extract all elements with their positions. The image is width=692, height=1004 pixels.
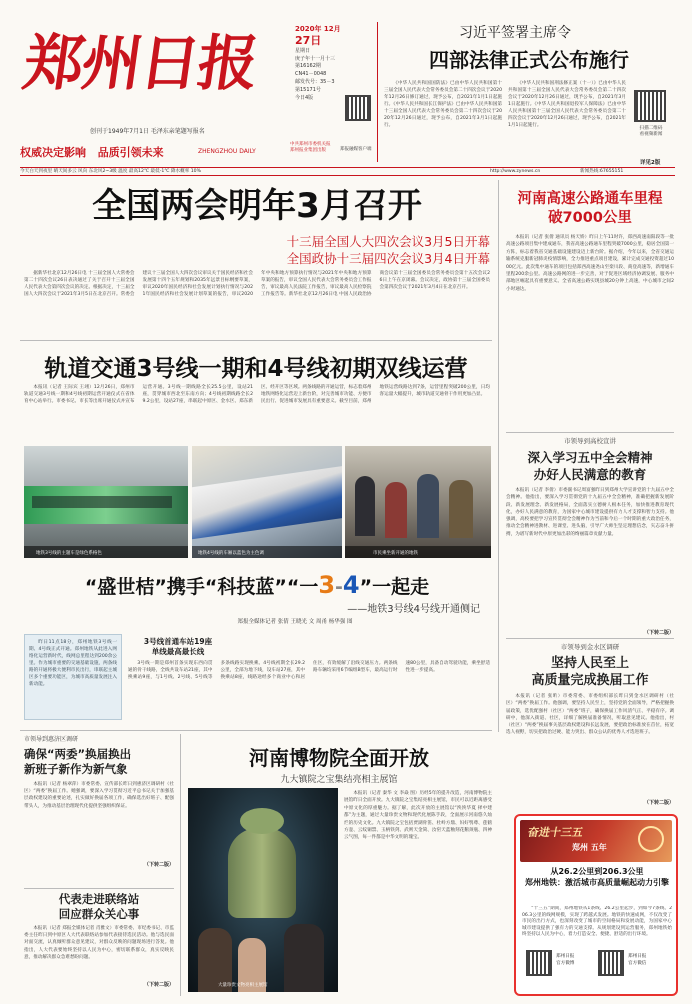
- promo-banner: [520, 820, 672, 862]
- masthead-title: 郑州日报: [19, 29, 261, 99]
- promo-brand-sub: 郑州 五年: [572, 843, 607, 852]
- web-link[interactable]: http://www.zynews.cn: [490, 169, 541, 174]
- lead-col-1: 《中华人民共和国国防法》已由中华人民共和国第十三届全国人民代表大会常务委员会第二十四次会议于2020年12月26日修订通过，现予公布，自2021年1月1日起施行。《中华人民共和国长江保护法》已由中华人民共和国第十三届全国人民代表大会常务委员会第二十四次会议于2020年12月26日通过，现予公布，自2021年3月1日起施行。: [384, 81, 502, 128]
- party-body: 本报讯（记者 李倩）市委副书记周富强昨日到郑州大学宣讲党的十九届五中全会精神。他指出，要深入学习贯彻党的十九届五中全会精神，准确把握新发展阶段、新发展理念、新发展格局，全面落实立德树人根本任务，加快推进教育现代化，办好人民满意的教育，为国家中心城市建设提供有力人才支撑和智力支持。他强调，高校要把学习宣传贯彻全会精神作为当前和今后一个时期的重大政治任务，推动全会精神进教材、进课堂、进头脑，引导广大师生坚定理想信念，矢志奋斗拼搏，为谱写新时代中原更加出彩的绚丽篇章贡献力量。: [506, 488, 674, 537]
- metro-headline: 轨道交通3号线一期和4号线初期双线运营: [44, 356, 468, 382]
- date-issue: 第16162期: [295, 63, 321, 70]
- shengshi-sub: ——地铁3号线4号线开通侧记: [347, 604, 480, 615]
- metro-photo-passengers: [345, 446, 491, 558]
- village-more: （下转二版）: [643, 800, 674, 806]
- slogan-2: 品质引领未来: [97, 146, 164, 159]
- date-pages: 今日4版: [295, 94, 314, 101]
- masthead-qr-caption: 郑报融媒客户端: [340, 147, 372, 152]
- highway-story: [506, 190, 674, 430]
- promo-qr-wechat-caption: 郑州日报 官方微信: [628, 954, 647, 966]
- promo-body: “十三五”期间，郑州地铁从1条线、26.2公里起步，到如今7条线、206.3公里的线网规模，实现了跨越式发展。地铁的快速成网，不仅改变了市民的出行方式，也深刻改变了城市的空间格局和发展动能，为国家中心城市建设提供了强有力的交通支撑。从规划建设到运营服务，郑州地铁始终坚持以人民为中心，着力打造安全、便捷、舒适的出行环境。: [522, 906, 672, 937]
- lead-qr-code: [634, 90, 666, 122]
- highway-headline: 河南高速公路通车里程破7000公里: [517, 191, 663, 226]
- shengshi-num-4: 4: [342, 571, 360, 599]
- metro-photo-blue-train: [192, 446, 342, 558]
- museum-photo: [188, 788, 338, 992]
- lead-kicker: 习近平签署主席令: [459, 25, 571, 41]
- npc-body: 据新华社北京12月26日电 十三届全国人大常委会第二十四次会议26日表决通过了关于召开十三届全国人民代表大会第四次会议的决定。根据决定，十三届全国人大四次会议于2021年3月5日在北京召开。常委会建议十三届全国人大四次会议审议关于国民经济和社会发展第十四个五年规划和2035年远景目标纲要草案，审议2020年国民经济和社会发展计划执行情况与2021年国民经济和社会发展计划草案的报告，审议2020年中央和地方预算执行情况与2021年中央和地方预算草案的报告，审议全国人民代表大会常务委员会工作报告，审议最高人民法院工作报告，审议最高人民检察院工作报告等。新华社北京12月26日电 中国人民政治协商会议第十三届全国委员会常务委员会第十五次会议26日上午在京闭幕。会议决定，政协第十三届全国委员会第四次会议于2021年3月4日在北京召开。: [24, 271, 490, 297]
- village-tag: 市领导到金水区调研: [560, 643, 620, 651]
- village-headline: 坚持人民至上 高质量完成换届工作: [531, 656, 649, 688]
- npc-headline: 全国两会明年3月召开: [92, 186, 422, 226]
- date-cn: CN41－0048: [295, 71, 327, 78]
- date-block: [295, 26, 345, 136]
- metro-body: 本报讯（记者 王际宾 王翊）12月26日，郑州市轨道交通3号线一期和4号线初期运营开通仪式在省体育中心站举行。市委书记、市长等出席开通仪式并宣布运营开通。3号线一期线路全长25.5公里，设站21座，贯穿城市西北至东南方向；4号线初期线路全长29.2公里，设站27座，串联起中原区、金水区、郑东新区、经开区等区域。两条线路的开通运营，标志着郑州地铁网络化运营迈上新台阶，对完善城市功能、方便市民出行、促进城市发展具有重要意义。截至目前，郑州地铁运营线路达到7条，运营里程突破200公里，日均客运量大幅提升，城市轨道交通骨干作用更加凸显。: [24, 385, 490, 404]
- date-post: 邮发代号：35－3: [295, 78, 335, 85]
- npc-sub-1: 十三届全国人大四次会议3月5日开幕: [286, 234, 490, 249]
- shengshi-headline-part2: ”一起走: [359, 576, 430, 598]
- museum-caption: 大量珍贵文物亮相主展馆: [218, 983, 268, 988]
- party-story: [506, 436, 674, 636]
- promo-qr-wechat: [598, 950, 624, 976]
- date-day: 27日: [295, 33, 322, 47]
- party-tag: 市领导到高校宣讲: [564, 437, 616, 445]
- date-year-month: 2020年 12月: [295, 25, 341, 33]
- museum-sub: 九大镇院之宝集结亮相主展馆: [280, 775, 398, 785]
- shengshi-byline: 郑报全媒体记者 张倩 王晓光 文 周甬 杨华强 图: [237, 619, 353, 625]
- lead-story: [384, 22, 674, 167]
- deputy-body: 本报讯（记者 郑报全媒体记者 肖雅文）市委常委、市纪委书记、市监委主任昨日到中原区人大代表联络站参加代表接待选民活动。他与选民面对面交流，认真倾听群众意见建议，对群众反映的问题现场进行答复。他指出，人大代表要始终坚持以人民为中心，密切联系群众，真实反映民意，推动解决群众急难愁盼问题。: [24, 926, 174, 960]
- hotline: 新闻热线:67655151: [580, 169, 624, 174]
- party-more: （下转二版）: [643, 630, 674, 636]
- promo-headline: 从26.2公里到206.3公里 郑州地铁：激活城市高质量崛起动力引擎: [525, 867, 669, 887]
- lead-col-2: 《中华人民共和国刑法修正案（十一）》已由中华人民共和国第十三届全国人民代表大会常务委员会第二十四次会议于2020年12月26日通过，现予公布，自2021年3月1日起施行。《中华人民共和国退役军人保障法》已由中华人民共和国第十三届全国人民代表大会常务委员会第二十四次会议于2020年12月26日通过，现予公布，自2021年1月1日起施行。: [508, 81, 626, 128]
- promo-qr-weibo: [526, 950, 552, 976]
- weihui-tag: 市领导到惠济区调研: [24, 736, 79, 743]
- weather-bar: [20, 167, 675, 176]
- lead-jump: 详见2版: [640, 160, 661, 166]
- promo-qr-weibo-caption: 郑州日报 官方微博: [556, 954, 575, 966]
- metro-caption-3: 市民乘坐新开通的地铁: [373, 551, 418, 556]
- highway-body: 本报讯（记者 张倩 通讯员 杨天娇）昨日上午11时许，郑西高速南阳段等一批高速公路项目集中建成通车，我省高速公路通车里程突破7000公里，稳居全国第一方阵，标志着我省交通基础设施建设迈上新台阶。据介绍，今年以来，全省交通运输系统克服新冠肺炎疫情影响，全力推进重点项目建设，累计完成交通投资超过1000亿元。此次集中通车的项目包括郑西高速尧山至栾川段、商登高速等，新增通车里程200余公里。高速公路网的进一步完善，对于促进区域经济协调发展、服务中部地区崛起具有重要意义。全省高速公路实现县城20分钟上高速，中心城市之间2小时通达。: [506, 235, 674, 292]
- lead-qr-caption: 扫描二维码 看视频新闻: [639, 126, 663, 137]
- npc-sub-2: 全国政协十三届四次会议3月4日开幕: [286, 251, 490, 266]
- date-lunar: 庚子年十一月十三: [295, 55, 336, 62]
- metro-photo-green-train: [24, 446, 188, 558]
- weihui-body: 本报讯（记者 杨翠萍）市委常委、宣传部长昨日到惠济区调研村（社区）“两委”换届工作。她强调，要深入学习贯彻习近平总书记关于加强基层政权建设的重要论述，扎实做好换届各项工作，确保选出好班子、配强带头人，为推动基层治理现代化提供坚强组织保证。: [24, 782, 174, 809]
- shengshi-headline-part1: “盛世桔”携手“科技蓝”: [84, 576, 287, 598]
- weihui-story: [24, 734, 174, 884]
- weather-text: 今天白天到夜里 晴天间多云 风向 东北风2~3级 温度 最高12℃ 最低-1℃ 降水概率 10%: [20, 169, 201, 174]
- metro-caption-1: 地铁3号线的主题车是绿色系格色: [36, 551, 102, 556]
- weihui-more: （下转二版）: [143, 862, 174, 868]
- deputy-more: （下转二版）: [143, 982, 174, 988]
- publisher: 中共郑州市委机关报 郑州报业集团出版: [290, 142, 331, 153]
- museum-headline: 河南博物院全面开放: [249, 746, 429, 770]
- english-name: ZHENGZHOU DAILY: [198, 148, 256, 155]
- shengshi-box: [24, 634, 122, 720]
- promo-brand: 奋进十三五: [526, 826, 585, 839]
- date-total: 第15171号: [295, 86, 321, 93]
- shengshi-headline: “盛世桔”携手“科技蓝”“一3-4”一起走: [84, 571, 430, 599]
- shengshi-sub-head: 3号线首通车站19座 单线最高最长线: [143, 637, 213, 656]
- shengshi-headline-mid: “一: [286, 576, 319, 598]
- date-weekday: 星期日: [295, 47, 311, 54]
- village-story: [506, 642, 674, 814]
- weihui-headline: 确保“两委”换届换出 新班子新作为新气象: [24, 747, 132, 776]
- founded-line: 创刊于1949年7月1日 毛泽东亲笔题写报名: [90, 128, 205, 135]
- shengshi-num-3: 3: [318, 571, 336, 599]
- museum-body: 本报讯（记者 秦华 文 李焱 图）历经5年的提升改造，河南博物院主展馆昨日全面开放。九大镇院之宝集结亮相主展馆，市民可以近距离感受中原文化的厚重魅力。据了解，此次开放的主展馆以“泱泱华夏 择中建都”为主题，通过大量珍贵文物和现代化展陈手段，全面展示河南悠久灿烂的历史文化。九大镇院之宝包括贾湖骨笛、杜岭方鼎、妇好鸮尊、莲鹤方壶、云纹铜禁、玉柄铁剑、武则天金简、汝窑天蓝釉刻花鹅颈瓶、四神云气图，每一件都是中华文明的瑰宝。: [344, 791, 492, 841]
- shengshi-body: 昨日11点18分，郑州地铁3号线一期、4号线正式开通。郑州地铁从此进入网络化运营新时代，线网总里程达到200余公里。作为城市重要的交通基础设施，两条线路的开通将极大便利市民出行，串联起主城区多个重要功能区，为城市高质量发展注入新动能。: [29, 640, 117, 687]
- masthead-qr-code: [345, 95, 371, 121]
- promo-box[interactable]: [514, 814, 678, 996]
- shengshi-body-2: 3号线一期是郑州首条实现东西向贯通的骨干线路，全线共设车站21座，其中换乘站9座，与1号线、2号线、5号线等多条线路实现换乘。4号线初期全长29.2公里，全部为地下线，设车站27座，其中换乘站8座，线路途经多个商业中心和居住区，有效缓解了沿线交通压力。两条线路车辆均采用6节编组B型车，最高运行时速80公里，具备自动驾驶功能，乘坐舒适性进一步提高。: [128, 661, 490, 680]
- deputy-headline: 代表走进联络站 回应群众关心事: [58, 892, 140, 921]
- party-headline: 深入学习五中全会精神 办好人民满意的教育: [527, 450, 653, 482]
- village-body: 本报讯（记者 张昕）市委常委、市委组织部长昨日到金水区调研村（社区）“两委”换届工作。他强调，要坚持人民至上，坚持党的全面领导，严格把握换届政策，选优配强村（社区）“两委”班子，确保换届工作风清气正、平稳有序。调研中，他深入街道、社区，详细了解换届准备情况，听取意见建议。他指出，村（社区）“两委”换届事关基层政权建设和长远发展，要把政治标准放在首位，拓宽选人视野，切实把政治过硬、能力突出、群众公认的优秀人才选进班子。: [506, 694, 674, 736]
- deputy-story: [24, 892, 174, 992]
- masthead: [20, 14, 270, 164]
- slogan-1: 权威决定影响: [20, 146, 86, 159]
- metro-caption-2: 地铁4号线的车厢以蓝色为主色调: [198, 551, 264, 556]
- lead-headline: 四部法律正式公布施行: [429, 48, 629, 72]
